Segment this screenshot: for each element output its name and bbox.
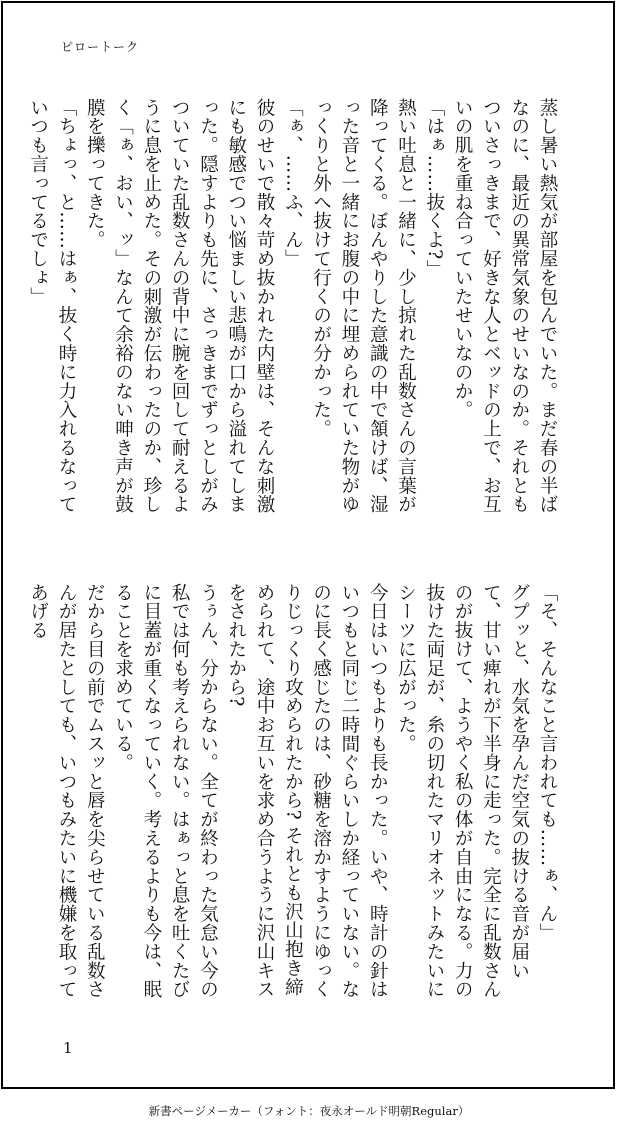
page-number: 1 xyxy=(63,1039,73,1057)
running-title: ピロートーク xyxy=(61,40,140,54)
dialogue-line: 「はぁ……抜くよ?」 xyxy=(423,98,445,279)
paragraph: 彼のせいで散々苛め抜かれた内壁は、そんな刺激にも敏感でつい悩ましい悲鳴が口から溢れてしまった。隠すよりも先に、さっきまでずっとしがみついていた乱数さんの背中に腕を回して耐えるように息を止めた。その刺激が伝わったのか、珍しく「ぁ、おい、ッ」なんて余裕のない呻き声が鼓膜を擽ってきた。 xyxy=(84,98,276,514)
dialogue-line: 「ぁ、……ふ、ん」 xyxy=(282,98,304,269)
footer-caption: 新書ページメーカー（フォント：夜永オールド明朝Regular） xyxy=(148,1104,470,1118)
text-column-bottom xyxy=(27,583,561,1013)
paragraph: だから目の前でムスッと唇を尖らせている乱数さんが居たとしても、いつもみたいに機嫌を取ってあげる xyxy=(27,583,106,999)
paragraph: 蒸し暑い熱気が部屋を包んでいた。まだ春の半ばなのに、最近の異常気象のせいなのか。それともついさっきまで、好きな人とベッドの上で、お互いの肌を重ね合っていたせいなのか。 xyxy=(452,98,558,514)
dialogue-line: 「ちょっ、と……はぁ、抜く時に力入れるなっていつも言ってるでしょ」 xyxy=(27,98,77,514)
text-column-top xyxy=(27,98,561,528)
paragraph: 今日はいつもよりも長かった。いや、時計の針はいつもと同じ二時間ぐらいしか経っていない。なのに長く感じたのは、砂糖を溶かすようにゆっくりじっくり攻められたから? それとも沢山抱き締められて、途中お互いを求め合うように沢山キスをされたから? xyxy=(225,583,389,999)
dialogue-line: 「そ、そんなこと言われても……ぁ、ん」 xyxy=(537,583,558,943)
paragraph: グプッと、水気を孕んだ空気の抜ける音が届いて、甘い痺れが下半身に走った。完全に乱数さんのが抜けて、ようやく私の体が自由になる。力の抜けた両足が、糸の切れたマリオネットみたいにシーツに広がった。 xyxy=(395,583,530,999)
paragraph: 熱い吐息と一緒に、少し掠れた乱数さんの言葉が降ってくる。ぼんやりした意識の中で頷けば、湿った音と一緒にお腹の中に埋められていた物がゆっくりと外へ抜けて行くのが分かった。 xyxy=(310,98,417,514)
page-frame xyxy=(1,1,615,1089)
paragraph: うぅん、分からない。全てが終わった気怠い今の私では何も考えられない。はぁっと息を吐くたびに目蓋が重くなっていく。考えるよりも今は、眠ることを求めている。 xyxy=(112,583,219,999)
